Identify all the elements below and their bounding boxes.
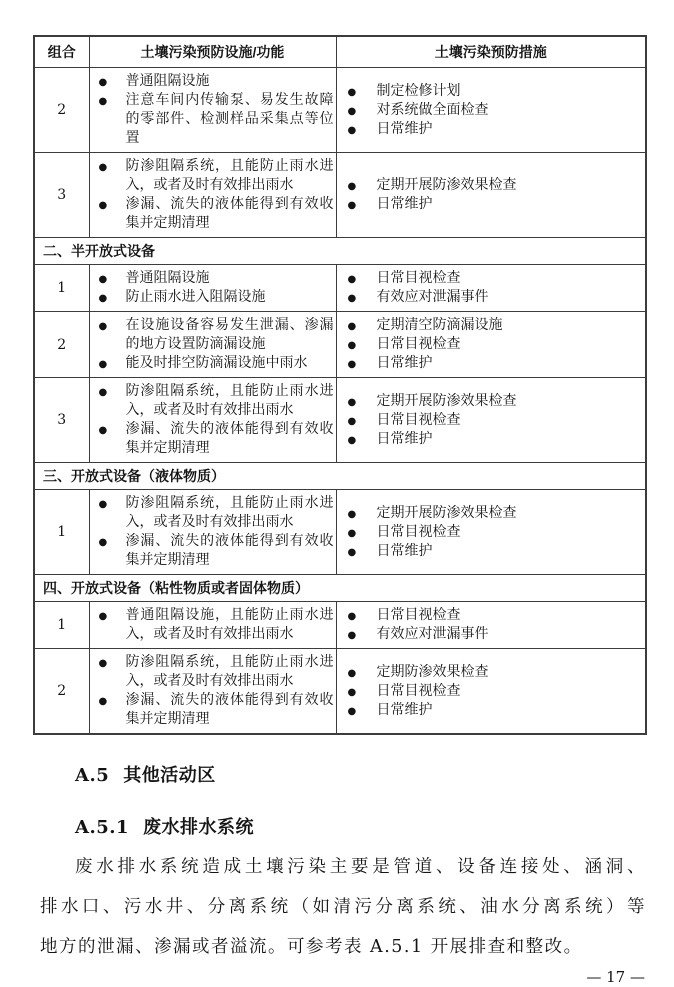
table-section-row bbox=[34, 463, 646, 490]
bullet-icon: ● bbox=[98, 499, 108, 510]
header-measures: 土壤污染预防措施 bbox=[336, 36, 646, 68]
facilities-list bbox=[90, 269, 334, 307]
table-row bbox=[34, 68, 646, 153]
measures-list bbox=[337, 316, 644, 373]
measures-cell bbox=[336, 649, 646, 735]
combo-cell: 3 bbox=[34, 378, 89, 463]
list-item-text: 日常维护 bbox=[376, 196, 433, 212]
list-item-text: 防渗阻隔系统，且能防止雨水进入，或者及时有效排出雨水 bbox=[125, 495, 334, 530]
facilities-cell bbox=[89, 68, 336, 153]
bullet-icon: ● bbox=[98, 293, 108, 304]
section-label: 三、开放式设备（液体物质） bbox=[34, 463, 646, 490]
list-item-text: 日常维护 bbox=[376, 701, 433, 718]
section-heading-a5 bbox=[75, 761, 645, 787]
measures-list bbox=[337, 176, 644, 214]
list-item-text: 防渗阻隔系统，且能防止雨水进入，或者及时有效排出雨水 bbox=[125, 158, 334, 193]
list-item-text: 在设施设备容易发生泄漏、渗漏的地方设置防滴漏设施 bbox=[125, 317, 334, 352]
facilities-list bbox=[90, 72, 334, 148]
list-item bbox=[90, 91, 334, 148]
bullet-icon: ● bbox=[347, 686, 357, 698]
list-item bbox=[90, 269, 334, 288]
section-heading-a51 bbox=[75, 813, 645, 839]
list-item bbox=[337, 523, 644, 542]
table-row bbox=[34, 153, 646, 238]
list-item-text: 防渗阻隔系统，且能防止雨水进入，或者及时有效排出雨水 bbox=[125, 654, 334, 689]
list-item-text: 日常目视检查 bbox=[376, 270, 461, 286]
list-item bbox=[337, 195, 644, 214]
section-label: 四、开放式设备（粘性物质或者固体物质） bbox=[34, 575, 646, 602]
list-item bbox=[337, 663, 644, 682]
bullet-icon: ● bbox=[98, 611, 108, 622]
list-item bbox=[337, 176, 644, 195]
header-combo: 组合 bbox=[34, 36, 89, 68]
bullet-icon: ● bbox=[347, 200, 357, 211]
list-item bbox=[90, 195, 334, 233]
list-item bbox=[90, 157, 334, 195]
combo-cell: 1 bbox=[34, 265, 89, 312]
bullet-icon: ● bbox=[347, 415, 357, 427]
bullet-icon: ● bbox=[347, 546, 357, 558]
bullet-icon: ● bbox=[347, 340, 357, 351]
paragraph-line: 排水口、污水井、分离系统（如清污分离系统、油水分离系统）等 bbox=[40, 897, 646, 917]
facilities-cell bbox=[89, 312, 336, 378]
bullet-icon: ● bbox=[347, 321, 357, 332]
page-number: — 17 — bbox=[586, 968, 645, 986]
measures-cell bbox=[336, 153, 646, 238]
heading-title: 其他活动区 bbox=[123, 765, 216, 786]
list-item-text: 日常目视检查 bbox=[376, 607, 461, 623]
list-item bbox=[337, 625, 644, 644]
bullet-icon: ● bbox=[347, 105, 357, 117]
list-item bbox=[90, 382, 334, 420]
list-item-text: 定期开展防渗效果检查 bbox=[376, 504, 517, 521]
facilities-cell bbox=[89, 602, 336, 649]
list-item bbox=[337, 504, 644, 523]
bullet-icon: ● bbox=[98, 274, 108, 285]
heading-number: A.5.1 bbox=[75, 817, 130, 838]
list-item bbox=[337, 542, 644, 561]
bullet-icon: ● bbox=[347, 667, 357, 679]
list-item-text: 注意车间内传输泵、易发生故障的零部件、检测样品采集点等位置 bbox=[125, 92, 334, 146]
list-item bbox=[90, 420, 334, 458]
list-item-text: 定期开展防渗效果检查 bbox=[376, 177, 517, 193]
measures-cell bbox=[336, 312, 646, 378]
heading-number: A.5 bbox=[75, 765, 110, 786]
measures-list bbox=[337, 663, 644, 720]
list-item-text: 日常目视检查 bbox=[376, 682, 461, 699]
facilities-list bbox=[90, 382, 334, 458]
facilities-list bbox=[90, 494, 334, 570]
list-item-text: 对系统做全面检查 bbox=[376, 101, 489, 118]
list-item bbox=[90, 691, 334, 729]
list-item bbox=[90, 354, 334, 373]
paragraph-line: 废水排水系统造成土壤污染主要是管道、设备连接处、涵洞、 bbox=[75, 857, 646, 877]
table-row bbox=[34, 602, 646, 649]
paragraph-line: 地方的泄漏、渗漏或者溢流。可参考表 A.5.1 开展排查和整改。 bbox=[40, 937, 583, 957]
combo-cell: 1 bbox=[34, 490, 89, 575]
list-item-text: 定期清空防滴漏设施 bbox=[376, 317, 503, 333]
measures-list bbox=[337, 392, 644, 449]
list-item bbox=[337, 120, 644, 139]
header-facilities: 土壤污染预防设施/功能 bbox=[89, 36, 336, 68]
list-item-text: 日常目视检查 bbox=[376, 336, 461, 352]
combo-cell: 2 bbox=[34, 649, 89, 735]
bullet-icon: ● bbox=[347, 274, 357, 285]
list-item bbox=[90, 72, 334, 91]
facilities-list bbox=[90, 653, 334, 729]
bullet-icon: ● bbox=[347, 611, 357, 622]
bullet-icon: ● bbox=[98, 359, 108, 370]
bullet-icon: ● bbox=[347, 181, 357, 192]
table-row bbox=[34, 490, 646, 575]
list-item-text: 日常维护 bbox=[376, 355, 433, 371]
bullet-icon: ● bbox=[98, 537, 108, 548]
combo-cell: 1 bbox=[34, 602, 89, 649]
list-item bbox=[337, 606, 644, 625]
list-item bbox=[337, 316, 644, 335]
bullet-icon: ● bbox=[347, 508, 357, 520]
body-paragraph bbox=[40, 847, 646, 967]
measures-list bbox=[337, 504, 644, 561]
bullet-icon: ● bbox=[347, 396, 357, 408]
table-row bbox=[34, 378, 646, 463]
list-item bbox=[337, 288, 644, 307]
bullet-icon: ● bbox=[98, 77, 108, 88]
list-item-text: 有效应对泄漏事件 bbox=[376, 626, 489, 642]
facilities-cell bbox=[89, 490, 336, 575]
section-label: 二、半开放式设备 bbox=[34, 238, 646, 265]
list-item-text: 渗漏、流失的液体能得到有效收集并定期清理 bbox=[125, 692, 334, 727]
facilities-cell bbox=[89, 265, 336, 312]
measures-cell bbox=[336, 265, 646, 312]
bullet-icon: ● bbox=[347, 124, 357, 136]
bullet-icon: ● bbox=[347, 630, 357, 641]
list-item bbox=[337, 354, 644, 373]
combo-cell: 2 bbox=[34, 312, 89, 378]
bullet-icon: ● bbox=[98, 696, 108, 707]
bullet-icon: ● bbox=[98, 96, 108, 107]
table-header-row bbox=[34, 36, 646, 68]
list-item-text: 普通阻隔设施 bbox=[125, 73, 210, 89]
prevention-table bbox=[33, 35, 647, 735]
list-item-text: 日常目视检查 bbox=[376, 523, 461, 540]
combo-cell: 3 bbox=[34, 153, 89, 238]
bullet-icon: ● bbox=[347, 705, 357, 717]
list-item-text: 日常维护 bbox=[376, 542, 433, 559]
facilities-list bbox=[90, 157, 334, 233]
combo-cell: 2 bbox=[34, 68, 89, 153]
list-item-text: 防渗阻隔系统，且能防止雨水进入，或者及时有效排出雨水 bbox=[125, 383, 334, 418]
list-item-text: 能及时排空防滴漏设施中雨水 bbox=[125, 355, 308, 371]
list-item bbox=[337, 335, 644, 354]
list-item-text: 普通阻隔设施，且能防止雨水进入，或者及时有效排出雨水 bbox=[125, 607, 334, 642]
measures-cell bbox=[336, 490, 646, 575]
facilities-cell bbox=[89, 153, 336, 238]
list-item bbox=[90, 653, 334, 691]
bullet-icon: ● bbox=[98, 387, 108, 398]
bullet-icon: ● bbox=[347, 527, 357, 539]
measures-list bbox=[337, 82, 644, 139]
list-item-text: 制定检修计划 bbox=[376, 82, 461, 99]
bullet-icon: ● bbox=[98, 200, 108, 211]
facilities-list bbox=[90, 316, 334, 373]
list-item bbox=[90, 316, 334, 354]
list-item-text: 日常维护 bbox=[376, 430, 433, 447]
measures-cell bbox=[336, 68, 646, 153]
measures-cell bbox=[336, 602, 646, 649]
measures-cell bbox=[336, 378, 646, 463]
bullet-icon: ● bbox=[98, 162, 108, 173]
list-item bbox=[337, 701, 644, 720]
list-item bbox=[337, 82, 644, 101]
list-item bbox=[337, 269, 644, 288]
list-item bbox=[337, 101, 644, 120]
facilities-cell bbox=[89, 649, 336, 735]
list-item bbox=[90, 606, 334, 644]
list-item-text: 普通阻隔设施 bbox=[125, 270, 210, 286]
list-item bbox=[337, 392, 644, 411]
bullet-icon: ● bbox=[347, 434, 357, 446]
measures-list bbox=[337, 606, 644, 644]
bullet-icon: ● bbox=[347, 359, 357, 370]
table-row bbox=[34, 312, 646, 378]
list-item-text: 定期开展防渗效果检查 bbox=[376, 392, 517, 409]
heading-title: 废水排水系统 bbox=[143, 817, 255, 838]
facilities-list bbox=[90, 606, 334, 644]
table-row bbox=[34, 265, 646, 312]
list-item-text: 有效应对泄漏事件 bbox=[376, 289, 489, 305]
list-item-text: 渗漏、流失的液体能得到有效收集并定期清理 bbox=[125, 533, 334, 568]
list-item bbox=[90, 494, 334, 532]
list-item bbox=[90, 288, 334, 307]
measures-list bbox=[337, 269, 644, 307]
list-item bbox=[337, 411, 644, 430]
list-item-text: 定期防渗效果检查 bbox=[376, 663, 489, 680]
list-item-text: 日常维护 bbox=[376, 120, 433, 137]
bullet-icon: ● bbox=[98, 658, 108, 669]
bullet-icon: ● bbox=[98, 425, 108, 436]
list-item bbox=[337, 682, 644, 701]
bullet-icon: ● bbox=[98, 321, 108, 332]
table-section-row bbox=[34, 575, 646, 602]
list-item-text: 日常目视检查 bbox=[376, 411, 461, 428]
list-item-text: 渗漏、流失的液体能得到有效收集并定期清理 bbox=[125, 421, 334, 456]
list-item-text: 渗漏、流失的液体能得到有效收集并定期清理 bbox=[125, 196, 334, 231]
table-section-row bbox=[34, 238, 646, 265]
bullet-icon: ● bbox=[347, 293, 357, 304]
bullet-icon: ● bbox=[347, 86, 357, 98]
list-item bbox=[337, 430, 644, 449]
list-item bbox=[90, 532, 334, 570]
table-row bbox=[34, 649, 646, 735]
list-item-text: 防止雨水进入阻隔设施 bbox=[125, 289, 266, 305]
facilities-cell bbox=[89, 378, 336, 463]
